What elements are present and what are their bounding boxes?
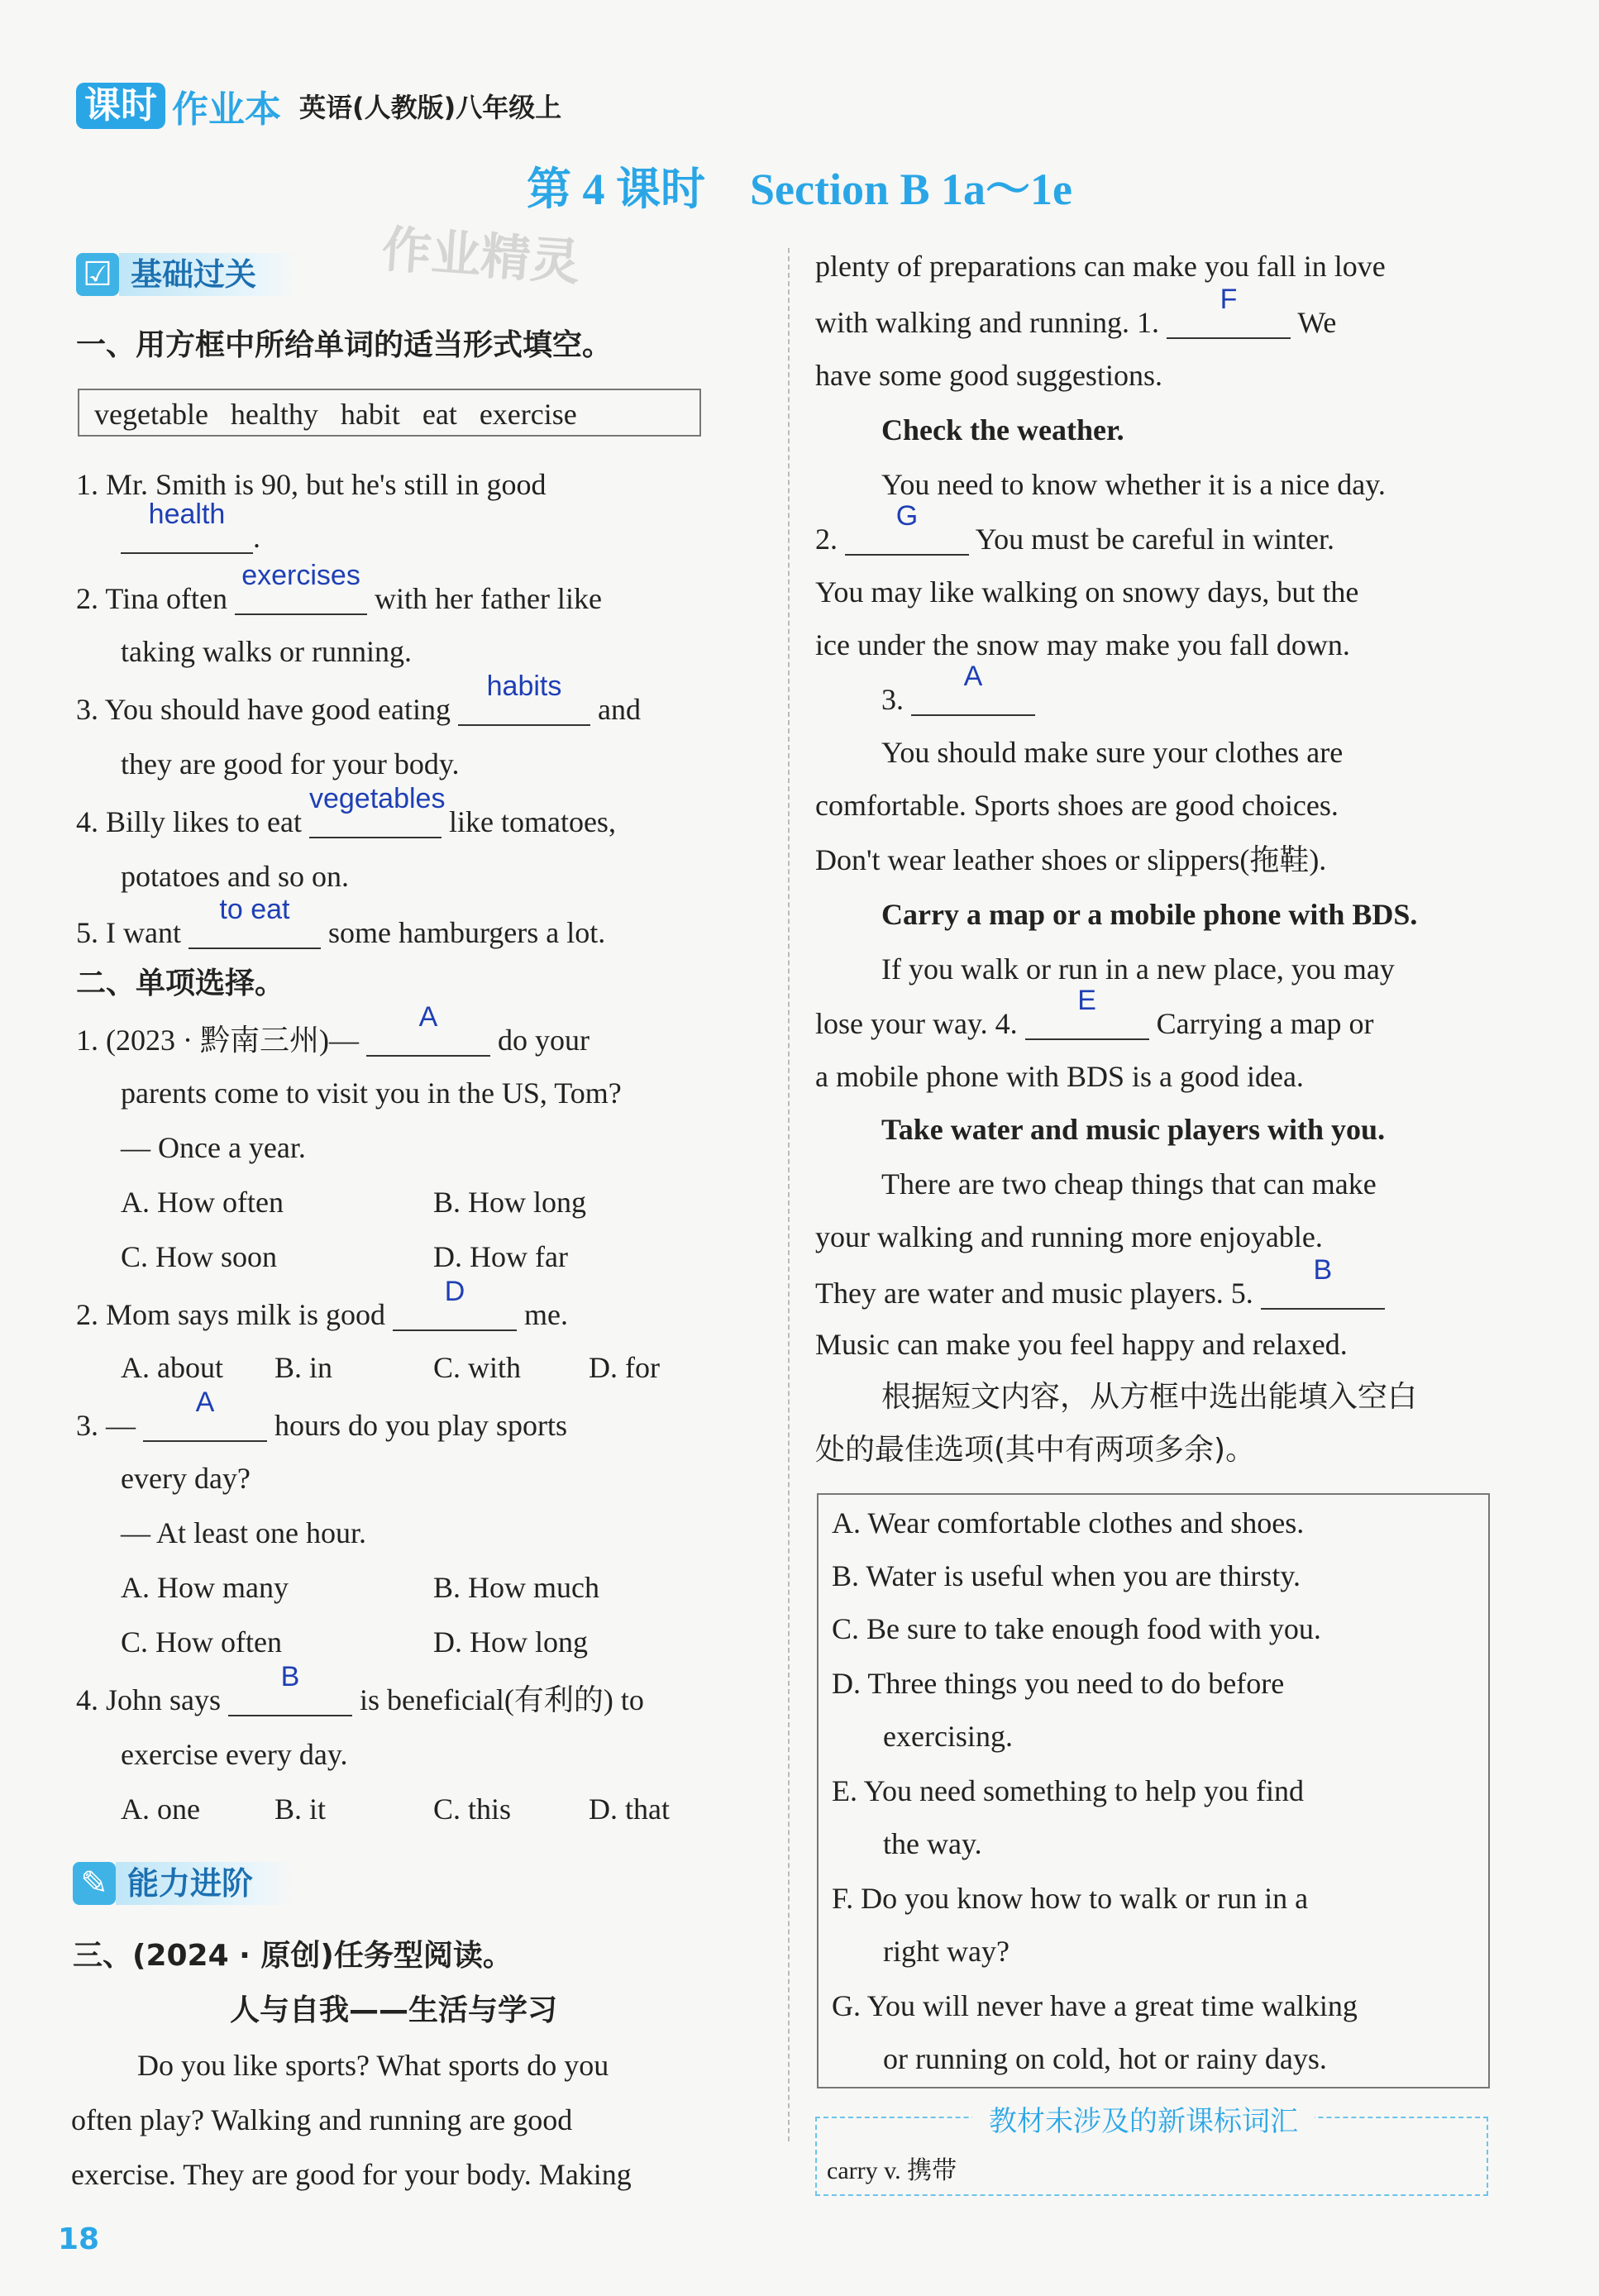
q1-line: 1. Mr. Smith is 90, but he's still in good <box>76 468 547 501</box>
option-c: C. Be sure to take enough food with you. <box>832 1612 1321 1645</box>
m1-text-c: parents come to visit you in the US, Tom? <box>121 1076 622 1110</box>
passage-text: with walking and running. 1. <box>815 306 1159 339</box>
passage-line: Do you like sports? What sports do you <box>137 2049 609 2082</box>
option-a: A. Wear comfortable clothes and shoes. <box>832 1506 1305 1539</box>
column-divider <box>788 248 790 2141</box>
passage-text: Carrying a map or <box>1156 1007 1374 1040</box>
passage-text: You must be careful in winter. <box>975 523 1334 556</box>
m2-answer: D <box>444 1276 465 1307</box>
q2-text-b: with her father like <box>375 582 602 615</box>
q4-text-b: like tomatoes, <box>448 805 616 838</box>
q5-answer: to eat <box>219 894 290 925</box>
q4-answer: vegetables <box>308 783 446 814</box>
logo-text: 作业本 <box>172 88 281 131</box>
subheading-water: Take water and music players with you. <box>881 1113 1386 1146</box>
q4-text-a: 4. Billy likes to eat <box>76 805 302 838</box>
r2-number: 2. <box>815 523 838 556</box>
m1-text-a: 1. (2023 · 黔南三州)— <box>76 1024 359 1057</box>
q5-blank <box>189 894 321 949</box>
passage-line: Music can make you feel happy and relaxed. <box>815 1328 1348 1361</box>
pencil-icon: ✎ <box>73 1862 116 1905</box>
m4-answer: B <box>280 1661 300 1692</box>
r5-answer: B <box>1313 1254 1333 1286</box>
q3-text-c: they are good for your body. <box>121 747 460 780</box>
option-b: B. Water is useful when you are thirsty. <box>832 1559 1301 1592</box>
q2-answer: exercises <box>241 560 360 591</box>
option-e-cont: the way. <box>883 1827 982 1860</box>
passage-line: You should make sure your clothes are <box>881 736 1344 769</box>
q3-blank <box>458 671 590 726</box>
q3-text-b: and <box>598 693 641 726</box>
r2-answer: G <box>895 500 919 532</box>
m4-option-b: B. it <box>274 1792 327 1826</box>
passage-line: Don't wear leather shoes or slippers(拖鞋). <box>815 843 1327 876</box>
option-f-cont: right way? <box>883 1935 1010 1968</box>
r5-blank <box>1261 1254 1385 1310</box>
section-advanced-label: 能力进阶 <box>116 1862 294 1905</box>
r1-blank <box>1167 284 1291 339</box>
passage-text: We <box>1297 306 1337 339</box>
option-d: D. Three things you need to do before <box>832 1667 1285 1700</box>
part3-title: 三、(2024 · 原创)任务型阅读。 <box>73 1939 513 1973</box>
vocab-title: 教材未涉及的新课标词汇 <box>972 2105 1315 2138</box>
option-g-cont: or running on cold, hot or rainy days. <box>883 2042 1327 2075</box>
m2-option-b: B. in <box>274 1351 333 1384</box>
r2-blank <box>845 500 969 556</box>
section-basic-heading <box>76 253 298 296</box>
subheading-weather: Check the weather. <box>881 413 1124 446</box>
q2-blank <box>235 560 367 615</box>
m1-blank <box>366 1001 490 1057</box>
m1-text-d: — Once a year. <box>121 1131 306 1164</box>
m3-text-c: every day? <box>121 1462 251 1495</box>
r3-number: 3. <box>881 683 904 716</box>
part1-title: 一、用方框中所给单词的适当形式填空。 <box>76 328 613 362</box>
header-logo <box>76 79 561 132</box>
word-box: vegetable healthy habit eat exercise <box>78 389 701 437</box>
m4-blank <box>228 1661 352 1716</box>
section-basic-label: 基础过关 <box>119 253 298 296</box>
m2-blank <box>393 1276 517 1331</box>
passage-line: If you walk or run in a new place, you may <box>881 952 1395 986</box>
section-advanced-heading <box>73 1862 294 1905</box>
m4-option-a: A. one <box>121 1792 200 1826</box>
instructions: 处的最佳选项(其中有两项多余)。 <box>815 1433 1256 1467</box>
r1-answer: F <box>1220 284 1238 315</box>
option-d-cont: exercising. <box>883 1720 1013 1753</box>
q1-answer: health <box>148 499 226 530</box>
q1-blank <box>121 499 253 554</box>
q5-text-b: some hamburgers a lot. <box>327 916 606 949</box>
m4-option-d: D. that <box>589 1792 670 1826</box>
passage-line: have some good suggestions. <box>815 359 1162 392</box>
q3-text-a: 3. You should have good eating <box>76 693 451 726</box>
m2-option-d: D. for <box>589 1351 660 1384</box>
instructions: 根据短文内容，从方框中选出能填入空白 <box>881 1380 1418 1414</box>
passage-line: comfortable. Sports shoes are good choices. <box>815 789 1339 822</box>
m3-option-c: C. How often <box>121 1625 282 1659</box>
q2-text-a: 2. Tina often <box>76 582 228 615</box>
option-f: F. Do you know how to walk or run in a <box>832 1882 1309 1915</box>
m1-option-a: A. How often <box>121 1186 284 1219</box>
m3-text-b: hours do you play sports <box>274 1409 567 1442</box>
q4-text-c: potatoes and so on. <box>121 860 349 893</box>
m3-text-a: 3. — <box>76 1409 136 1442</box>
passage-line: plenty of preparations can make you fall in love <box>815 250 1386 283</box>
passage-line: your walking and running more enjoyable. <box>815 1220 1323 1253</box>
checkbox-icon: ☑ <box>76 253 119 296</box>
subheading-map: Carry a map or a mobile phone with BDS. <box>881 898 1418 931</box>
m1-option-c: C. How soon <box>121 1240 278 1273</box>
q5-text-a: 5. I want <box>76 916 181 949</box>
m4-option-c: C. this <box>433 1792 512 1826</box>
passage-text: They are water and music players. 5. <box>815 1277 1253 1310</box>
q3-answer: habits <box>486 671 562 702</box>
passage-line: a mobile phone with BDS is a good idea. <box>815 1060 1304 1093</box>
m2-text-b: me. <box>524 1298 569 1331</box>
option-g: G. You will never have a great time walking <box>832 1989 1358 2022</box>
m1-option-b: B. How long <box>433 1186 587 1219</box>
passage-line: You may like walking on snowy days, but the <box>815 575 1359 609</box>
part2-title: 二、单项选择。 <box>76 967 285 1000</box>
r4-answer: E <box>1077 985 1096 1016</box>
passage-text: lose your way. 4. <box>815 1007 1018 1040</box>
m2-text-a: 2. Mom says milk is good <box>76 1298 386 1331</box>
r4-blank <box>1025 985 1149 1040</box>
page-title: 第 4 课时 Section B 1a～1e <box>527 165 1072 214</box>
passage-line: You need to know whether it is a nice day. <box>881 468 1386 501</box>
passage-line: ice under the snow may make you fall down. <box>815 628 1350 661</box>
m3-text-d: — At least one hour. <box>121 1516 366 1549</box>
m3-blank <box>143 1387 267 1442</box>
q4-blank <box>308 783 446 838</box>
page-number: 18 <box>58 2222 100 2256</box>
option-e: E. You need something to help you find <box>832 1774 1304 1807</box>
subject-label: 英语(人教版)八年级上 <box>299 92 562 123</box>
passage-line: often play? Walking and running are good <box>71 2103 573 2136</box>
r3-answer: A <box>963 661 983 692</box>
m3-answer: A <box>195 1387 215 1418</box>
m3-option-d: D. How long <box>433 1625 588 1659</box>
m4-text-b: is beneficial(有利的) to <box>360 1683 644 1716</box>
m1-option-d: D. How far <box>433 1240 568 1273</box>
r3-blank <box>911 661 1035 716</box>
m4-text-c: exercise every day. <box>121 1738 348 1771</box>
m1-answer: A <box>418 1001 438 1033</box>
logo-badge: 课时 <box>76 83 165 129</box>
m3-option-a: A. How many <box>121 1571 289 1604</box>
passage-line: exercise. They are good for your body. Making <box>71 2158 632 2191</box>
m3-option-b: B. How much <box>433 1571 599 1604</box>
m2-option-a: A. about <box>121 1351 223 1384</box>
vocab-entry: carry v. 携带 <box>827 2157 957 2184</box>
watermark: 作业精灵 <box>379 220 582 293</box>
m2-option-c: C. with <box>433 1351 522 1384</box>
q2-text-c: taking walks or running. <box>121 635 412 668</box>
passage-title: 人与自我——生活与学习 <box>230 1993 558 2027</box>
passage-line: There are two cheap things that can make <box>881 1167 1377 1201</box>
m4-text-a: 4. John says <box>76 1683 222 1716</box>
m1-text-b: do your <box>497 1024 589 1057</box>
